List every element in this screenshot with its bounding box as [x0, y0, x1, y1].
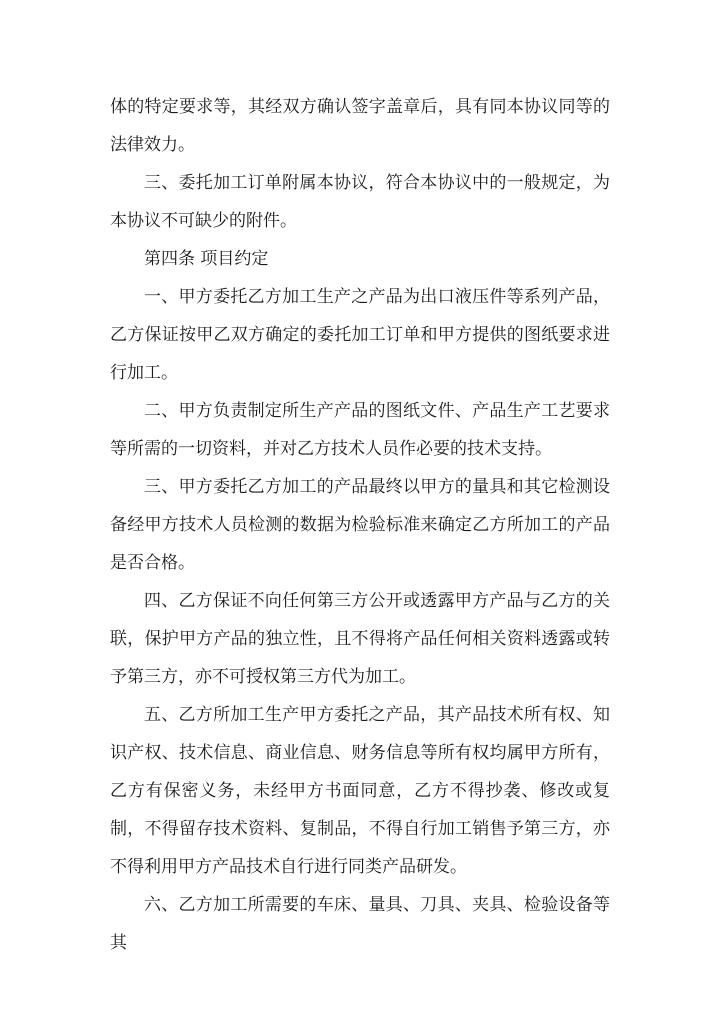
paragraph-item-2: 二、甲方负责制定所生产产品的图纸文件、产品生产工艺要求等所需的一切资料，并对乙方技术人员作必要的技术支持。	[110, 401, 610, 459]
paragraph-continuation: 体的特定要求等，其经双方确认签字盖章后，具有同本协议同等的法律效力。	[110, 97, 610, 155]
section-heading-article-4: 第四条 项目约定	[144, 249, 269, 269]
document-body	[110, 88, 610, 962]
paragraph-item-4: 四、乙方保证不向任何第三方公开或透露甲方产品与乙方的关联，保护甲方产品的独立性，且不得将产品任何相关资料透露或转予第三方，亦不可授权第三方代为加工。	[110, 591, 610, 687]
paragraph-item-1: 一、甲方委托乙方加工生产之产品为出口液压件等系列产品，乙方保证按甲乙双方确定的委托加工订单和甲方提供的图纸要求进行加工。	[110, 287, 610, 383]
paragraph-item-6: 六、乙方加工所需要的车床、量具、刀具、夹具、检验设备等其	[110, 895, 610, 953]
paragraph-item-5: 五、乙方所加工生产甲方委托之产品，其产品技术所有权、知识产权、技术信息、商业信息、财务信息等所有权均属甲方所有，乙方有保密义务，未经甲方书面同意，乙方不得抄袭、修改或复制，不得留存技术资料、复制品，不得自行加工销售予第三方，亦不得利用甲方产品技术自行进行同类产品研发。	[110, 705, 610, 877]
paragraph-item-3: 三、甲方委托乙方加工的产品最终以甲方的量具和其它检测设备经甲方技术人员检测的数据为检验标准来确定乙方所加工的产品是否合格。	[110, 477, 610, 573]
paragraph-clause-3-attachment: 三、委托加工订单附属本协议，符合本协议中的一般规定，为本协议不可缺少的附件。	[110, 173, 610, 231]
